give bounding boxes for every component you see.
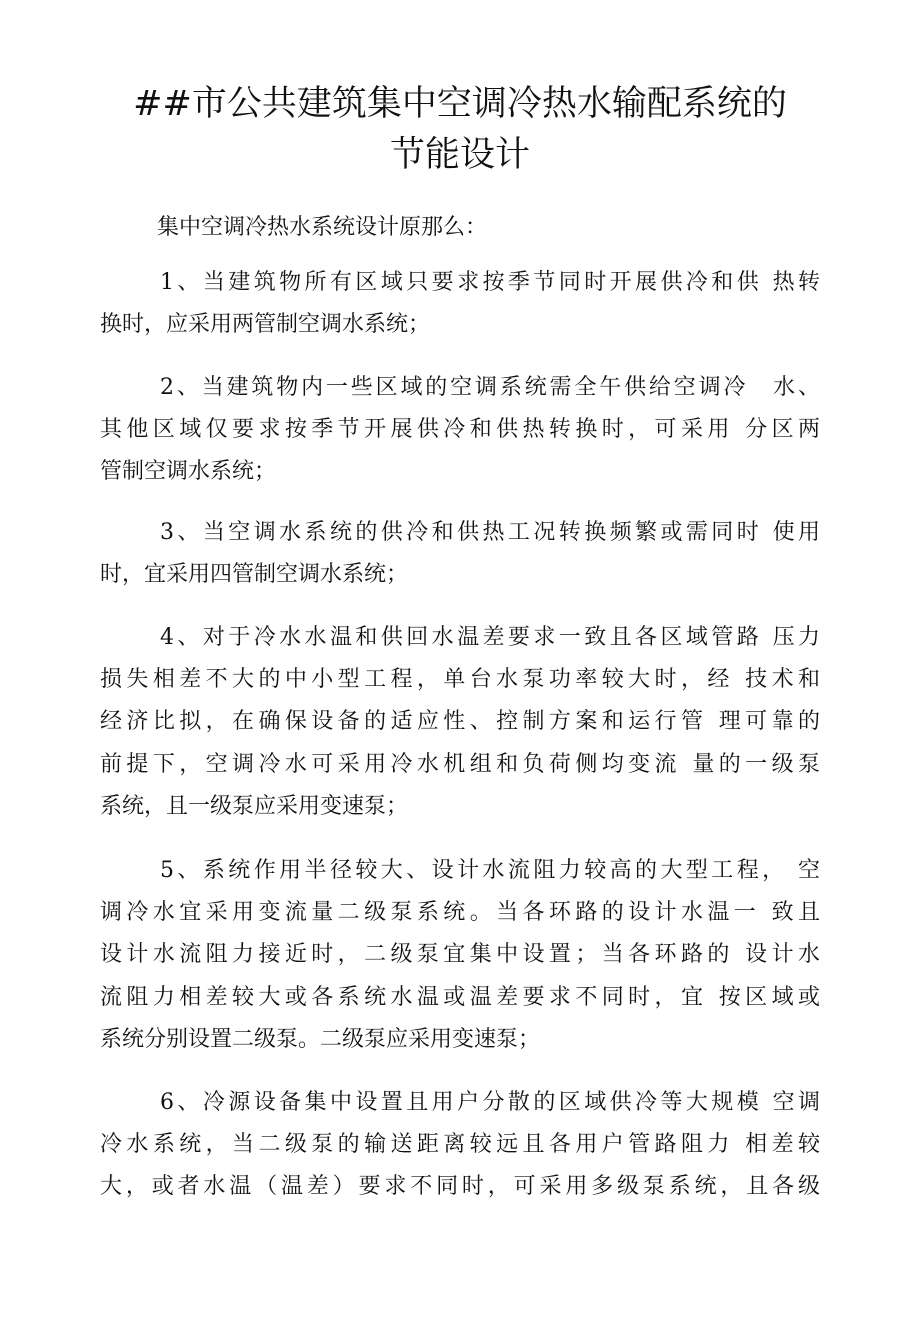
paragraph-first-line: 4、对于冷水水温和供回水温差要求一致且各区域管路 压力 [160,625,820,650]
paragraph-line: 换时，应采用两管制空调水系统； [100,312,431,338]
paragraph-line: 经济比拟，在确保设备的适应性、控制方案和运行管 理可靠的 [100,709,820,735]
paragraph-first-line: 2、当建筑物内一些区域的空调系统需全午供给空调冷 水、 [160,375,820,400]
paragraph-line: 大，或者水温（温差）要求不同时，可采用多级泵系统，且各级 [100,1174,820,1200]
paragraph-line: 时，宜采用四管制空调水系统； [100,562,409,588]
document-title-line-1: ##市公共建筑集中空调冷热水输配系统的 [133,84,787,124]
paragraph-line: 管制空调水系统； [100,459,277,485]
paragraph-line: 损失相差不大的中小型工程，单台水泵功率较大时，经 技术和 [100,667,820,693]
paragraph-line: 系统，且一级泵应采用变速泵； [100,793,409,819]
paragraph-first-line: 6、冷源设备集中设置且用户分散的区域供冷等大规模 空调 [160,1090,820,1115]
paragraph-line: 前提下，空调冷水可采用冷水机组和负荷侧均变流 量的一级泵 [100,751,820,777]
paragraph-line: 调冷水宜采用变流量二级泵系统。当各环路的设计水温一 致且 [100,900,820,926]
paragraph-first-line: 3、当空调水系统的供冷和供热工况转换频繁或需同时 使用 [160,520,820,545]
paragraph-first-line: 1、当建筑物所有区域只要求按季节同时开展供冷和供 热转 [160,270,820,295]
paragraph-line: 设计水流阻力接近时，二级泵宜集中设置；当各环路的 设计水 [100,942,820,968]
document-title-line-2: 节能设计 [389,135,530,175]
paragraph-first-line: 5、系统作用半径较大、设计水流阻力较高的大型工程， 空 [160,858,820,883]
paragraph-line: 流阻力相差较大或各系统水温或温差要求不同时，宜 按区域或 [100,984,820,1010]
paragraph-line: 系统分别设置二级泵。二级泵应采用变速泵； [100,1026,541,1052]
paragraph-line: 其他区域仅要求按季节开展供冷和供热转换时，可采用 分区两 [100,417,820,443]
paragraph-first-line: 集中空调冷热水系统设计原那么： [157,215,488,240]
paragraph-line: 冷水系统，当二级泵的输送距离较远且各用户管路阻力 相差较 [100,1132,820,1158]
